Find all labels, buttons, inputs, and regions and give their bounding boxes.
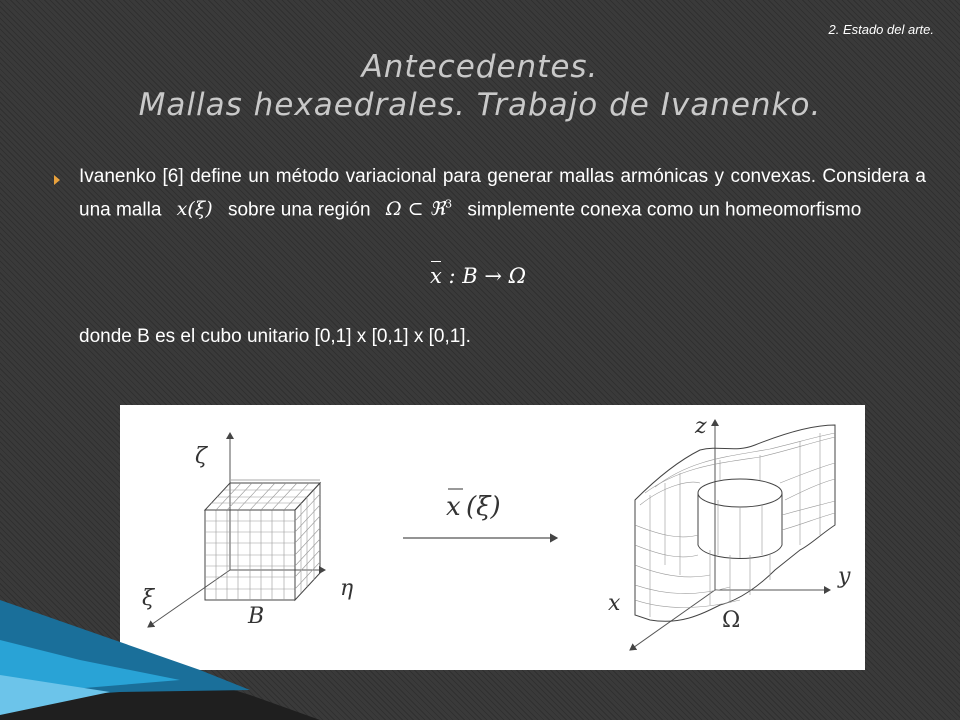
cube-label-b: B — [248, 604, 265, 629]
decorative-blue-wedge — [0, 580, 320, 720]
formula-xbar: x — [430, 264, 442, 288]
math-mesh: x(ξ) — [176, 198, 213, 221]
paragraph-text-a: Ivanenko [6] define un método variacional para generar mallas armónicas y convexas. Considera a una malla — [79, 166, 926, 221]
region-label-x: x — [608, 591, 621, 616]
section-label: 2. Estado del arte. — [828, 22, 934, 37]
map-label-x: x — [446, 492, 461, 522]
title-line-2: Mallas hexaedrales. Trabajo de Ivanenko. — [138, 87, 822, 123]
region-label-omega: Ω — [722, 608, 741, 633]
math-region-base: Ω ⊂ ℜ — [385, 198, 446, 221]
math-region — [376, 198, 462, 220]
bullet-paragraph — [79, 163, 926, 224]
cube-label-eta: η — [340, 576, 354, 601]
homeomorphism-formula — [430, 264, 526, 288]
bullet-arrow-icon — [54, 175, 60, 185]
mapping-arrow — [403, 489, 557, 538]
region-axis-x — [630, 590, 715, 650]
region-label-y: y — [838, 564, 851, 589]
formula-rest: : B → Ω — [448, 264, 527, 288]
domain-text: donde B es el cubo unitario [0,1] x [0,1] x [0,1]. — [79, 326, 471, 347]
cube-label-zeta: ζ — [195, 444, 207, 469]
title-line-1: Antecedentes. — [361, 49, 599, 85]
map-label-arg: (ξ) — [466, 492, 501, 522]
paragraph-text-c: simplemente conexa como un homeomorfismo — [467, 199, 862, 221]
paragraph-text-b: sobre una región — [227, 199, 371, 221]
slide-title — [0, 48, 960, 124]
math-region-exponent: 3 — [445, 198, 453, 211]
region-label-z: z — [695, 414, 707, 439]
cube-label-xi: ξ — [142, 586, 155, 611]
